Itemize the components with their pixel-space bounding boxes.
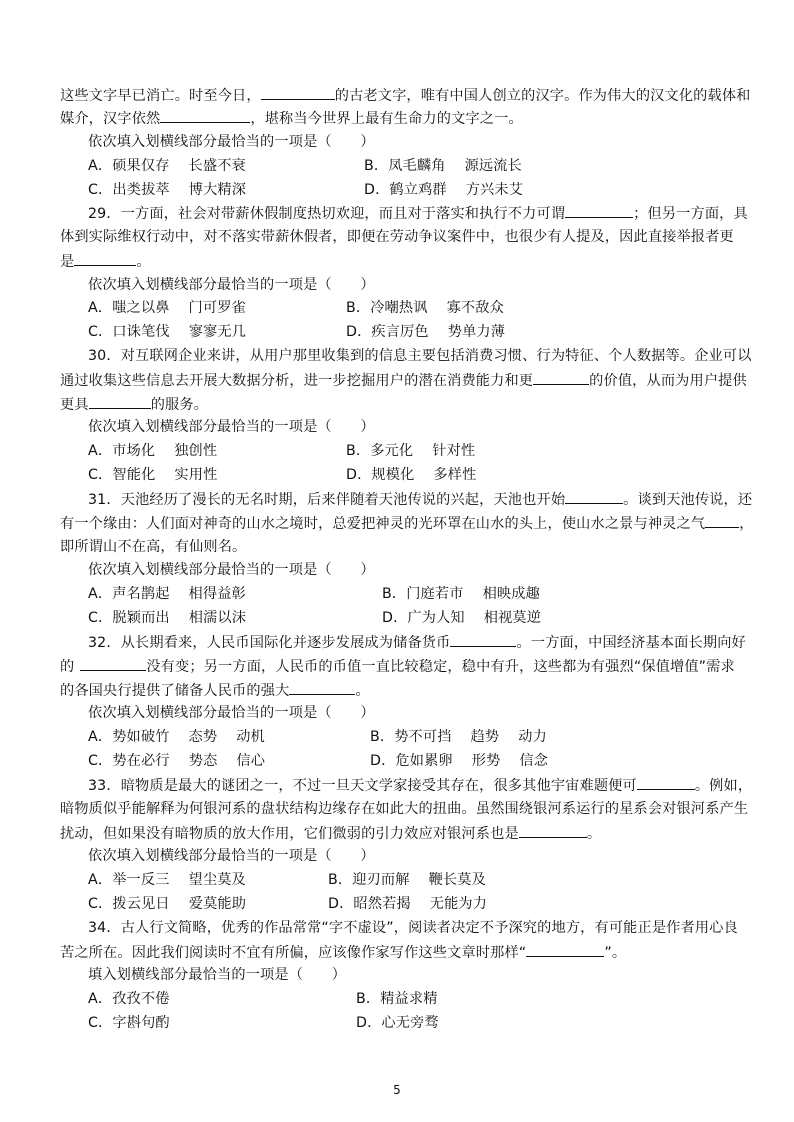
q33-prompt: 依次填入划横线部分最恰当的一项是（ ） — [88, 848, 375, 864]
q32-option-b: B．势不可挡 趋势 动力 — [370, 729, 547, 745]
page-number: 5 — [393, 1083, 401, 1097]
q31-option-c: C．脱颖而出 相濡以沫 — [88, 610, 247, 626]
q28-prompt: 依次填入划横线部分最恰当的一项是（ ） — [88, 134, 375, 150]
q32-option-d: D．危如累卵 形势 信念 — [370, 753, 549, 769]
q30-option-d: D．规模化 多样性 — [346, 467, 477, 483]
q28-option-b: B．凤毛麟角 源远流长 — [364, 158, 522, 174]
q34-prompt: 填入划横线部分最恰当的一项是（ ） — [88, 967, 347, 983]
q28-line-1: 这些文字早已消亡。时至今日， 的古老文字，唯有中国人创立的汉字。作为伟大的汉文化的载体和 — [60, 85, 751, 106]
q28-option-a: A．硕果仅存 长盛不衰 — [88, 158, 246, 174]
blank — [519, 823, 587, 838]
blank — [450, 632, 516, 647]
blank — [526, 942, 604, 957]
blank — [289, 680, 355, 695]
q28-line-2: 媒介，汉字依然 ，堪称当今世界上最有生命力的文字之一。 — [60, 108, 523, 129]
q34-line-1: 34．古人行文简略，优秀的作品常常“字不虚设”，阅读者决定不予深究的地方，有可能正是作者用心良 — [88, 920, 738, 936]
q34-line-2: 苦之所在。因此我们阅读时不宜有所偏，应该像作家写作这些文章时那样“ ”。 — [60, 942, 626, 963]
q31-option-a: A．声名鹊起 相得益彰 — [88, 586, 246, 602]
q29-option-c: C．口诛笔伐 寥寥无几 — [88, 324, 247, 340]
q33-line-3: 扰动，但如果没有暗物质的放大作用，它们微弱的引力效应对银河系也是 。 — [60, 823, 601, 844]
blank — [80, 656, 146, 671]
q32-prompt: 依次填入划横线部分最恰当的一项是（ ） — [88, 705, 375, 721]
q28-option-d: D．鹤立鸡群 方兴未艾 — [364, 182, 524, 198]
q31-option-d: D．广为人知 相视莫逆 — [382, 610, 542, 626]
q29-line-1: 29．一方面，社会对带薪休假制度热切欢迎，而且对于落实和执行不力可谓 ；但另一方面，具 — [88, 203, 748, 224]
blank — [705, 513, 739, 528]
blank — [261, 85, 335, 100]
blank — [89, 394, 151, 409]
q33-option-d: D．昭然若揭 无能为力 — [328, 896, 488, 912]
q32-line-1: 32．从长期看来，人民币国际化并逐步发展成为储备货币 。一方面，中国经济基本面长期向好 — [88, 632, 746, 653]
q32-option-c: C．势在必行 势态 信心 — [88, 753, 266, 769]
q29-line-3: 是 。 — [60, 251, 151, 272]
q32-option-a: A．势如破竹 态势 动机 — [88, 729, 265, 745]
q31-line-3: 即所谓山不在高，有仙则名。 — [60, 539, 247, 555]
q29-option-b: B．冷嘲热讽 寡不敌众 — [346, 300, 504, 316]
q30-option-c: C．智能化 实用性 — [88, 467, 218, 483]
q33-line-1: 33．暗物质是最大的谜团之一，不过一旦天文学家接受其存在，很多其他宇宙难题便可 。例如， — [88, 775, 752, 796]
q34-option-b: B．精益求精 — [356, 991, 438, 1007]
q31-prompt: 依次填入划横线部分最恰当的一项是（ ） — [88, 562, 375, 578]
q32-line-2: 的 没有变；另一方面，人民币的币值一直比较稳定，稳中有升，这些都为有强烈“保值增值”需求 — [60, 656, 735, 677]
q29-line-2: 体到实际维权行动中，对不落实带薪休假者，即便在劳动争议案件中，也很少有人提及，因此直接举报者更 — [60, 229, 734, 245]
q30-line-1: 30．对互联网企业来讲，从用户那里收集到的信息主要包括消费习惯、行为特征、个人数据等。企业可以 — [88, 348, 752, 364]
q30-option-a: A．市场化 独创性 — [88, 443, 218, 459]
q30-line-3: 更具 的服务。 — [60, 394, 208, 415]
blank — [565, 489, 623, 504]
q31-line-1: 31．天池经历了漫长的无名时期，后来伴随着天池传说的兴起，天池也开始 。谈到天池传说，还 — [88, 489, 752, 510]
q33-option-c: C．拨云见日 爱莫能助 — [88, 896, 247, 912]
q29-option-d: D．疾言厉色 势单力薄 — [346, 324, 506, 340]
q30-prompt: 依次填入划横线部分最恰当的一项是（ ） — [88, 419, 375, 435]
q30-option-b: B．多元化 针对性 — [346, 443, 476, 459]
blank — [74, 251, 136, 266]
q30-line-2: 通过收集这些信息去开展大数据分析，进一步挖掘用户的潜在消费能力和更 的价值，从而为用户提供 — [60, 370, 747, 391]
blank — [160, 108, 250, 123]
q29-option-a: A．嗤之以鼻 门可罗雀 — [88, 300, 246, 316]
q33-option-a: A．举一反三 望尘莫及 — [88, 872, 246, 888]
q32-line-3: 的各国央行提供了储备人民币的强大 。 — [60, 680, 370, 701]
q29-prompt: 依次填入划横线部分最恰当的一项是（ ） — [88, 277, 375, 293]
q33-line-2: 暗物质似乎能解释为何银河系的盘状结构边缘存在如此大的扭曲。虽然围绕银河系运行的星系会对银河系产生 — [60, 801, 749, 817]
q31-line-2: 有一个缘由：人们面对神奇的山水之境时，总爱把神灵的光环罩在山水的头上，使山水之景与神灵之气 ， — [60, 513, 754, 534]
blank — [565, 203, 633, 218]
q34-option-d: D．心无旁骛 — [356, 1015, 439, 1031]
q33-option-b: B．迎刃而解 鞭长莫及 — [328, 872, 486, 888]
q31-option-b: B．门庭若市 相映成趣 — [382, 586, 540, 602]
q34-option-a: A．孜孜不倦 — [88, 991, 170, 1007]
blank — [637, 775, 695, 790]
blank — [533, 370, 589, 385]
q34-option-c: C．字斟句酌 — [88, 1015, 170, 1031]
q28-option-c: C．出类拔萃 博大精深 — [88, 182, 247, 198]
